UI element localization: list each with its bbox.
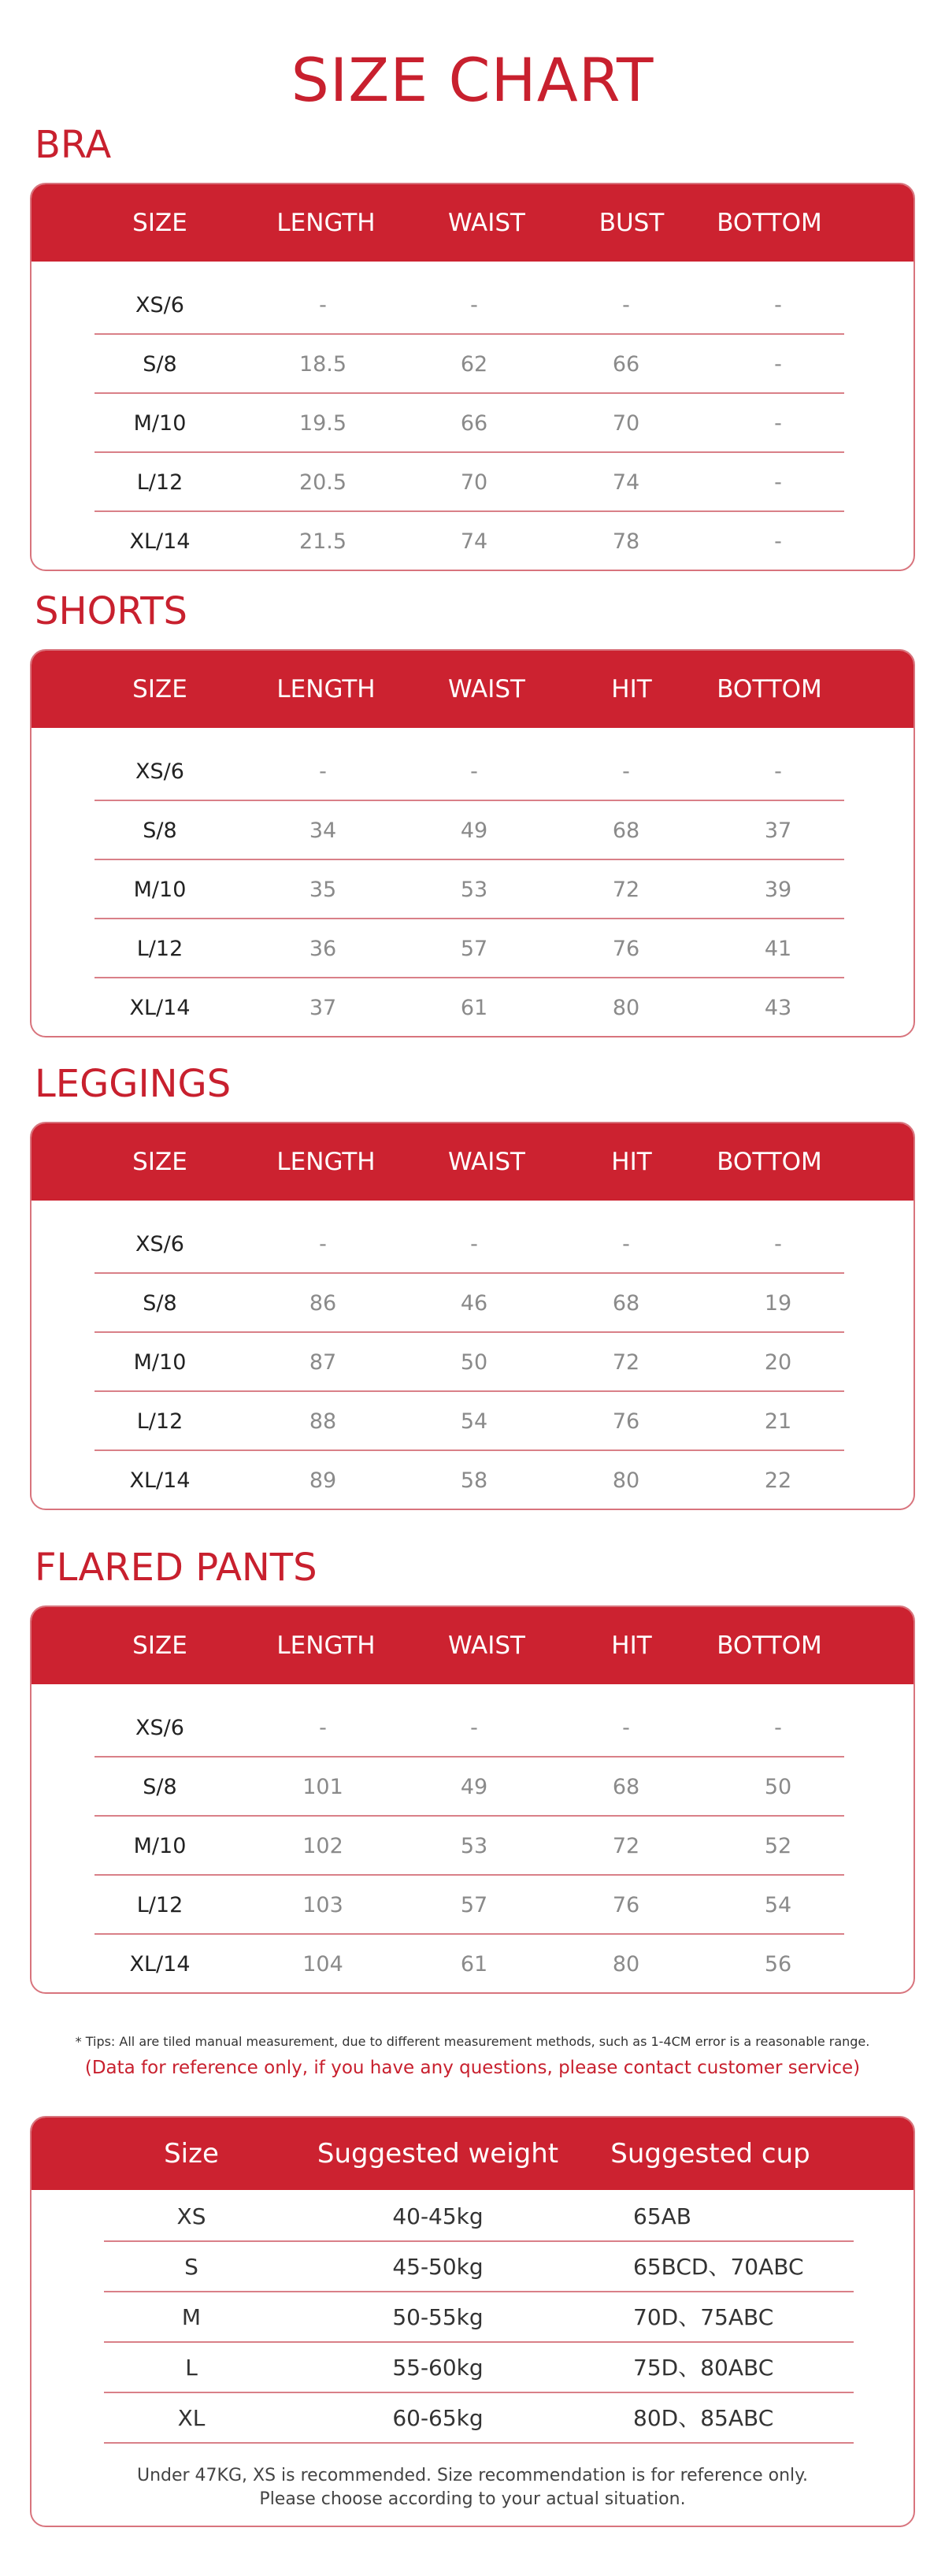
cell-hit: 68 bbox=[612, 1291, 640, 1316]
cell-size: L/12 bbox=[136, 1409, 183, 1434]
cell-size: XS/6 bbox=[135, 1716, 184, 1740]
cell-waist: 57 bbox=[460, 1893, 488, 1917]
cell-bottom: 52 bbox=[764, 1834, 792, 1858]
header-waist: WAIST bbox=[448, 675, 525, 703]
size-table-leggings bbox=[30, 1122, 915, 1510]
cell-size: XS/6 bbox=[135, 759, 184, 784]
cell-length: - bbox=[319, 293, 327, 317]
measurement-tips: * Tips: All are tiled manual measurement, due to different measurement methods, such as 1-4CM error is a reasonable range. bbox=[75, 2034, 870, 2049]
cell-bust: 74 bbox=[612, 470, 640, 495]
cell-size: S/8 bbox=[143, 352, 177, 377]
table-row bbox=[32, 453, 914, 512]
cell-size: M/10 bbox=[133, 411, 187, 436]
header-hit: HIT bbox=[611, 675, 652, 703]
cell-bottom: - bbox=[774, 293, 782, 317]
header-size: SIZE bbox=[132, 209, 187, 237]
size-recommendation-table bbox=[30, 2116, 915, 2527]
cell-size: M/10 bbox=[133, 878, 187, 902]
recommendation-note-line-1: Under 47KG, XS is recommended. Size recommendation is for reference only. bbox=[136, 2466, 809, 2485]
table-row bbox=[32, 1333, 914, 1392]
cell-length: - bbox=[319, 1716, 327, 1740]
table-row bbox=[32, 1274, 914, 1333]
cell-bottom: 39 bbox=[764, 878, 792, 902]
cell-size: S bbox=[184, 2254, 198, 2280]
size-table-flared-pants bbox=[30, 1605, 915, 1994]
header-size: SIZE bbox=[132, 675, 187, 703]
table-row bbox=[32, 1817, 914, 1876]
cell-bottom: 41 bbox=[764, 937, 792, 961]
cell-waist: 54 bbox=[460, 1409, 488, 1434]
cell-size: M/10 bbox=[133, 1350, 187, 1375]
cell-hit: 76 bbox=[612, 1409, 640, 1434]
table-header bbox=[32, 2118, 914, 2190]
cell-size: XL/14 bbox=[129, 529, 191, 554]
cell-hit: 72 bbox=[612, 878, 640, 902]
cell-length: 37 bbox=[309, 996, 337, 1020]
cell-hit: - bbox=[622, 1232, 630, 1256]
cell-bottom: 20 bbox=[764, 1350, 792, 1375]
cell-waist: 58 bbox=[460, 1468, 488, 1493]
cell-length: 103 bbox=[302, 1893, 343, 1917]
cell-size: XL/14 bbox=[129, 1468, 191, 1493]
header-length: LENGTH bbox=[276, 1148, 376, 1176]
cell-size: L/12 bbox=[136, 470, 183, 495]
cell-waist: 57 bbox=[460, 937, 488, 961]
table-row bbox=[32, 1698, 914, 1758]
recommendation-note bbox=[32, 2464, 914, 2511]
cell-bottom: 21 bbox=[764, 1409, 792, 1434]
header-waist: WAIST bbox=[448, 1148, 525, 1176]
cell-bottom: - bbox=[774, 352, 782, 377]
cell-waist: - bbox=[470, 1716, 478, 1740]
table-row bbox=[32, 919, 914, 978]
cell-cup: 70D、75ABC bbox=[633, 2304, 774, 2330]
cell-bottom: - bbox=[774, 411, 782, 436]
cell-bottom: - bbox=[774, 759, 782, 784]
size-table-bra bbox=[30, 183, 915, 571]
cell-hit: 72 bbox=[612, 1834, 640, 1858]
cell-waist: - bbox=[470, 759, 478, 784]
cell-cup: 65AB bbox=[633, 2203, 691, 2229]
cell-weight: 55-60kg bbox=[392, 2355, 484, 2381]
header-bottom: BOTTOM bbox=[717, 209, 822, 237]
cell-waist: 46 bbox=[460, 1291, 488, 1316]
cell-size: S/8 bbox=[143, 1775, 177, 1799]
header-waist: WAIST bbox=[448, 209, 525, 237]
cell-length: - bbox=[319, 1232, 327, 1256]
cell-waist: - bbox=[470, 293, 478, 317]
cell-waist: 53 bbox=[460, 878, 488, 902]
cell-bottom: 56 bbox=[764, 1952, 792, 1977]
header-size: Size bbox=[164, 2138, 219, 2170]
cell-waist: 50 bbox=[460, 1350, 488, 1375]
cell-length: 104 bbox=[302, 1952, 343, 1977]
cell-waist: 61 bbox=[460, 1952, 488, 1977]
cell-hit: - bbox=[622, 1716, 630, 1740]
table-header bbox=[32, 184, 914, 262]
cell-size: XL/14 bbox=[129, 996, 191, 1020]
recommendation-note-line-2: Please choose according to your actual situation. bbox=[259, 2489, 686, 2509]
table-row bbox=[32, 2343, 914, 2393]
header-bottom: BOTTOM bbox=[717, 1148, 822, 1176]
table-row bbox=[32, 2292, 914, 2343]
table-row bbox=[32, 276, 914, 335]
cell-bottom: - bbox=[774, 1716, 782, 1740]
cell-waist: 62 bbox=[460, 352, 488, 377]
cell-hit: 68 bbox=[612, 1775, 640, 1799]
table-header bbox=[32, 1123, 914, 1201]
table-row bbox=[32, 2242, 914, 2292]
table-row bbox=[32, 335, 914, 394]
cell-bottom: - bbox=[774, 529, 782, 554]
cell-size: S/8 bbox=[143, 1291, 177, 1316]
row-divider bbox=[104, 2442, 854, 2444]
table-row bbox=[32, 1451, 914, 1510]
cell-weight: 60-65kg bbox=[392, 2405, 484, 2431]
cell-size: S/8 bbox=[143, 818, 177, 843]
cell-length: 21.5 bbox=[298, 529, 347, 554]
cell-waist: 61 bbox=[460, 996, 488, 1020]
cell-size: XS/6 bbox=[135, 1232, 184, 1256]
table-row bbox=[32, 860, 914, 919]
cell-length: 35 bbox=[309, 878, 337, 902]
section-title-flared-pants: FLARED PANTS bbox=[35, 1546, 317, 1590]
cell-waist: - bbox=[470, 1232, 478, 1256]
cell-bottom: 50 bbox=[764, 1775, 792, 1799]
cell-hit: 68 bbox=[612, 818, 640, 843]
table-row bbox=[32, 1758, 914, 1817]
cell-bottom: - bbox=[774, 470, 782, 495]
cell-size: L/12 bbox=[136, 1893, 183, 1917]
header-bottom: BOTTOM bbox=[717, 675, 822, 703]
header-suggested-weight: Suggested weight bbox=[317, 2138, 559, 2170]
cell-size: M bbox=[181, 2304, 202, 2330]
header-length: LENGTH bbox=[276, 1631, 376, 1660]
cell-bottom: 54 bbox=[764, 1893, 792, 1917]
cell-bust: - bbox=[622, 293, 630, 317]
header-suggested-cup: Suggested cup bbox=[610, 2138, 810, 2170]
cell-waist: 74 bbox=[460, 529, 488, 554]
table-row bbox=[32, 742, 914, 801]
table-row bbox=[32, 1392, 914, 1451]
cell-weight: 45-50kg bbox=[392, 2254, 484, 2280]
cell-size: L bbox=[185, 2355, 198, 2381]
cell-hit: 76 bbox=[612, 937, 640, 961]
cell-hit: 80 bbox=[612, 1952, 640, 1977]
table-header bbox=[32, 1607, 914, 1684]
cell-cup: 75D、80ABC bbox=[633, 2355, 774, 2381]
cell-size: XL/14 bbox=[129, 1952, 191, 1977]
cell-weight: 50-55kg bbox=[392, 2304, 484, 2330]
cell-length: 36 bbox=[309, 937, 337, 961]
cell-length: 101 bbox=[302, 1775, 343, 1799]
table-row bbox=[32, 1935, 914, 1994]
section-title-bra: BRA bbox=[35, 123, 112, 167]
cell-size: M/10 bbox=[133, 1834, 187, 1858]
cell-bust: 66 bbox=[612, 352, 640, 377]
section-title-leggings: LEGGINGS bbox=[35, 1062, 232, 1106]
cell-waist: 66 bbox=[460, 411, 488, 436]
size-table-shorts bbox=[30, 649, 915, 1037]
cell-waist: 53 bbox=[460, 1834, 488, 1858]
table-row bbox=[32, 801, 914, 860]
table-row bbox=[32, 2393, 914, 2444]
cell-length: 86 bbox=[309, 1291, 337, 1316]
cell-size: XL bbox=[177, 2405, 206, 2431]
table-row bbox=[32, 512, 914, 571]
cell-length: 19.5 bbox=[298, 411, 347, 436]
cell-waist: 49 bbox=[460, 1775, 488, 1799]
cell-length: 20.5 bbox=[298, 470, 347, 495]
cell-bottom: 19 bbox=[764, 1291, 792, 1316]
cell-size: XS bbox=[176, 2203, 206, 2229]
header-bust: BUST bbox=[598, 209, 665, 237]
cell-size: XS/6 bbox=[135, 293, 184, 317]
table-row bbox=[32, 1876, 914, 1935]
header-length: LENGTH bbox=[276, 675, 376, 703]
cell-waist: 49 bbox=[460, 818, 488, 843]
cell-length: 102 bbox=[302, 1834, 343, 1858]
cell-bust: 78 bbox=[612, 529, 640, 554]
header-waist: WAIST bbox=[448, 1631, 525, 1660]
cell-hit: 72 bbox=[612, 1350, 640, 1375]
cell-cup: 65BCD、70ABC bbox=[633, 2254, 804, 2280]
table-row bbox=[32, 978, 914, 1037]
cell-length: - bbox=[319, 759, 327, 784]
cell-length: 89 bbox=[309, 1468, 337, 1493]
table-header bbox=[32, 651, 914, 728]
cell-bottom: 22 bbox=[764, 1468, 792, 1493]
header-bottom: BOTTOM bbox=[717, 1631, 822, 1660]
cell-bust: 70 bbox=[612, 411, 640, 436]
cell-length: 88 bbox=[309, 1409, 337, 1434]
header-size: SIZE bbox=[132, 1631, 187, 1660]
table-row bbox=[32, 394, 914, 453]
table-row bbox=[32, 2192, 914, 2242]
cell-hit: 76 bbox=[612, 1893, 640, 1917]
cell-length: 18.5 bbox=[298, 352, 347, 377]
cell-hit: 80 bbox=[612, 996, 640, 1020]
section-title-shorts: SHORTS bbox=[35, 589, 187, 633]
cell-length: 34 bbox=[309, 818, 337, 843]
cell-bottom: 37 bbox=[764, 818, 792, 843]
cell-length: 87 bbox=[309, 1350, 337, 1375]
cell-size: L/12 bbox=[136, 937, 183, 961]
cell-bottom: 43 bbox=[764, 996, 792, 1020]
header-hit: HIT bbox=[611, 1631, 652, 1660]
cell-cup: 80D、85ABC bbox=[633, 2405, 774, 2431]
header-size: SIZE bbox=[132, 1148, 187, 1176]
reference-notice: (Data for reference only, if you have any questions, please contact customer service) bbox=[84, 2058, 861, 2078]
table-row bbox=[32, 1215, 914, 1274]
cell-weight: 40-45kg bbox=[392, 2203, 484, 2229]
cell-hit: - bbox=[622, 759, 630, 784]
cell-hit: 80 bbox=[612, 1468, 640, 1493]
header-hit: HIT bbox=[611, 1148, 652, 1176]
cell-bottom: - bbox=[774, 1232, 782, 1256]
cell-waist: 70 bbox=[460, 470, 488, 495]
page-title: SIZE CHART bbox=[291, 45, 654, 115]
header-length: LENGTH bbox=[276, 209, 376, 237]
